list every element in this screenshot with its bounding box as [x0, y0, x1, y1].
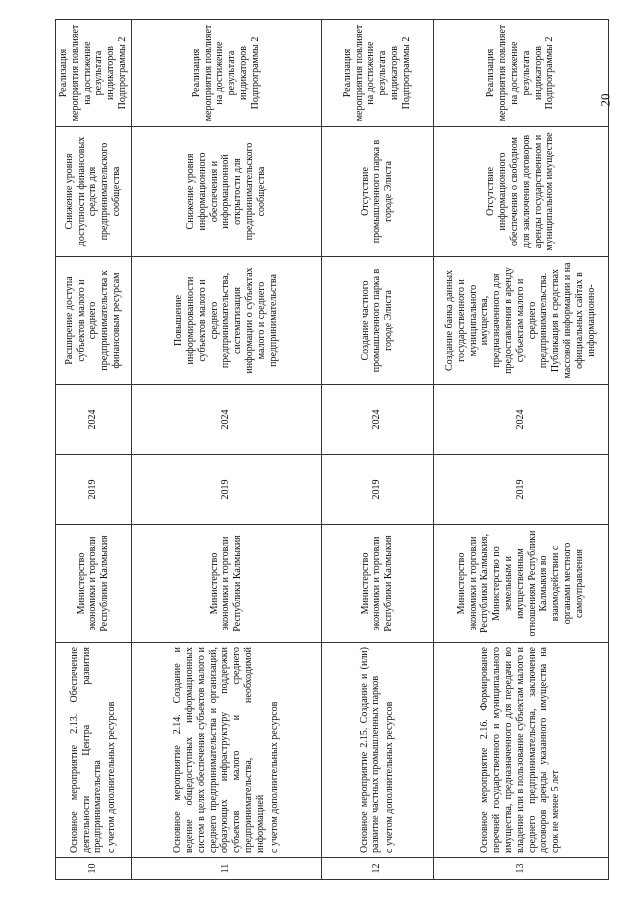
- measure-name: Основное мероприятие 2.14. Создание и ведение общедоступных информационных систем в целях обеспечения субъектов малого и среднего предпринимательства и организаций, образующих инфраструктуру поддержки субъектов малого и среднего предпринимательства, необходимой информацией: [172, 647, 266, 853]
- measure-name-cell: [56, 643, 132, 858]
- row-number: 11: [131, 858, 321, 880]
- end-year: 2024: [56, 385, 132, 455]
- row-number: 13: [433, 858, 608, 880]
- start-year: 2019: [56, 455, 132, 525]
- end-year: 2024: [433, 385, 608, 455]
- indicator-link: Реализация мероприятия повлияет на достижение результата индикаторов Подпрограммы 2: [56, 20, 132, 127]
- indicator-link: Реализация мероприятия повлияет на достижение результата индикаторов Подпрограммы 2: [321, 20, 433, 127]
- measure-name-cell: [131, 643, 321, 858]
- expected-result: Расширение доступа субъектов малого и среднего предпринимательства к финансовым ресурсам: [56, 257, 132, 385]
- measure-funds-note: с учетом дополнительных ресурсов: [268, 701, 280, 853]
- start-year: 2019: [321, 455, 433, 525]
- measure-funds-note: с учетом дополнительных ресурсов: [384, 701, 396, 853]
- program-table: [55, 19, 609, 880]
- row-number: 12: [321, 858, 433, 880]
- executor: Министерство экономики и торговли Республики Калмыкия: [131, 525, 321, 643]
- non-implementation-consequence: Отсутствие промышленного парка в городе Элиста: [321, 127, 433, 257]
- table-row: [321, 20, 433, 880]
- indicator-link: Реализация мероприятия повлияет на достижение результата индикаторов Подпрограммы 2: [131, 20, 321, 127]
- indicator-link: Реализация мероприятия повлияет на достижение результата индикаторов Подпрограммы 2: [433, 20, 608, 127]
- end-year: 2024: [321, 385, 433, 455]
- rotated-table-wrapper: [55, 20, 600, 880]
- expected-result: Повышение информированности субъектов малого и среднего предпринимательства, систематизация информации о субъектах малого и среднего предпринимательства: [131, 257, 321, 385]
- table-row: [56, 20, 132, 880]
- row-number: 10: [56, 858, 132, 880]
- executor: Министерство экономики и торговли Республики Калмыкия: [56, 525, 132, 643]
- start-year: 2019: [433, 455, 608, 525]
- measure-name-cell: [321, 643, 433, 858]
- table-row: [433, 20, 608, 880]
- expected-result: Создание частного промышленного парка в городе Элиста: [321, 257, 433, 385]
- measure-name-cell: [433, 643, 608, 858]
- executor: Министерство экономики и торговли Республики Калмыкия: [321, 525, 433, 643]
- end-year: 2024: [131, 385, 321, 455]
- non-implementation-consequence: Снижение уровня информационного обеспечения и информационной открытости для предпринимательского сообщества: [131, 127, 321, 257]
- measure-name: Основное мероприятие 2.13. Обеспечение деятельности Центра развития предпринимательства: [68, 647, 104, 853]
- table-row: [131, 20, 321, 880]
- expected-result: Создание банка данных государственного и муниципального имущества, предназначенного для предоставления в аренду субъектам малого и среднего предпринимательства. Публикация в средствах массовой информации и на официальных сайтах в информационно-: [433, 257, 608, 385]
- page-number: 20: [597, 93, 613, 107]
- measure-funds-note: с учетом дополнительных ресурсов: [106, 701, 118, 853]
- measure-name: Основное мероприятие 2.15. Создание и (или) развитие частных промышленных парков: [358, 647, 382, 853]
- non-implementation-consequence: Отсутствие информационного обеспечения о свободном для заключения договоров аренды государственном и муниципальном имуществе: [433, 127, 608, 257]
- start-year: 2019: [131, 455, 321, 525]
- executor: Министерство экономики и торговли Республики Калмыкия, Министерство по земельным и имущественным отношениям Республики Калмыкия во взаимодействии с органами местного самоуправления: [433, 525, 608, 643]
- measure-name: Основное мероприятие 2.16. Формирование перечней государственного и муниципального имущества, предназначенного для передачи во владение или в пользование субъектам малого и среднего предпринимательства, заключение договоров аренды указанного имущества на срок не менее 5 лет: [479, 647, 562, 853]
- non-implementation-consequence: Снижение уровня доступности финансовых средств для предпринимательского сообщества: [56, 127, 132, 257]
